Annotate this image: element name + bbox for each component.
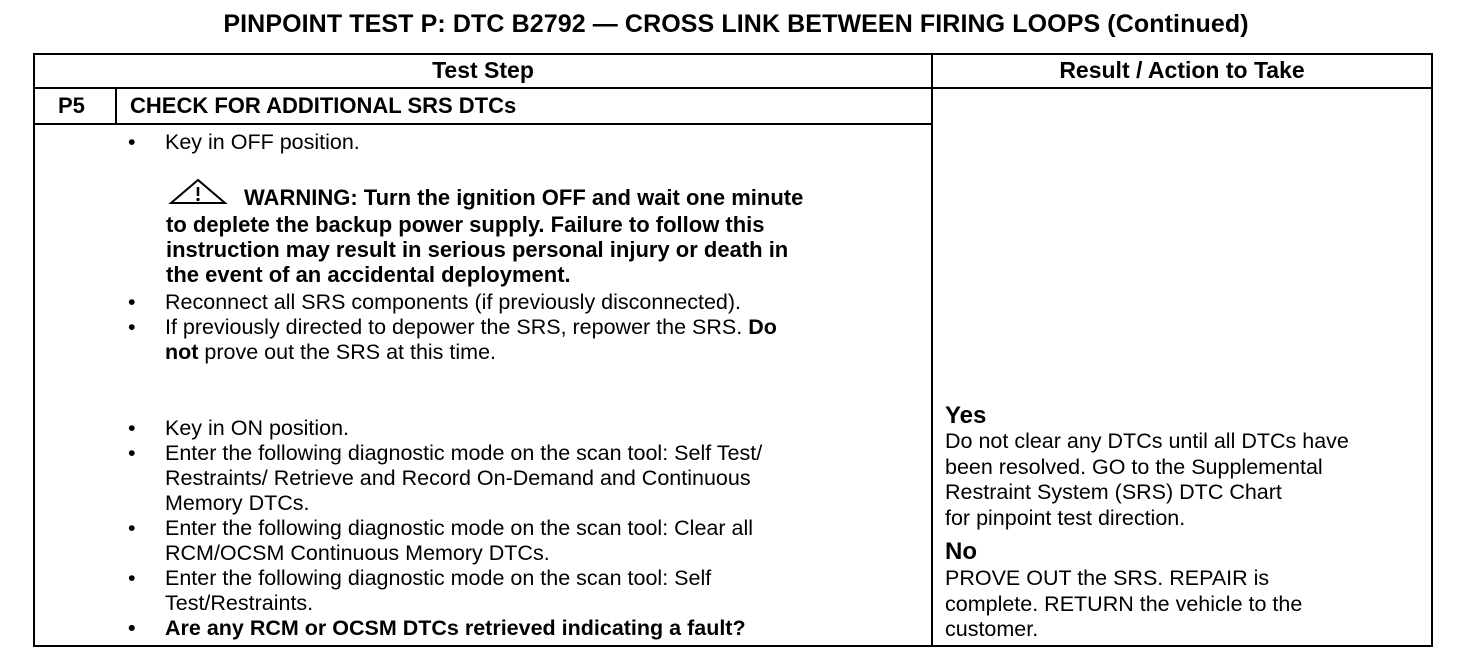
warning-line: instruction may result in serious personal injury or death in: [166, 237, 789, 262]
list-item: [128, 516, 918, 566]
list-item: [128, 616, 918, 641]
instruction-text: prove out the SRS at this time.: [198, 340, 496, 364]
result-yes-text: [945, 429, 1431, 531]
bullet: •: [128, 416, 136, 440]
header-test-step: Test Step: [432, 57, 534, 83]
column-divider: [931, 53, 933, 647]
instruction-line: RCM/OCSM Continuous Memory DTCs.: [165, 541, 550, 565]
bullet: •: [128, 315, 136, 339]
list-item: [128, 566, 918, 616]
instruction-text: If previously directed to depower the SRS, repower the SRS.: [165, 315, 749, 339]
result-line: Do not clear any DTCs until all DTCs have: [945, 429, 1349, 453]
page-title: PINPOINT TEST P: DTC B2792 — CROSS LINK BETWEEN FIRING LOOPS (Continued): [223, 10, 1249, 38]
instruction-line: Memory DTCs.: [165, 491, 310, 515]
instruction-line: Enter the following diagnostic mode on the scan tool: Self Test/: [165, 441, 763, 465]
instruction-text: Key in OFF position.: [165, 130, 360, 154]
bullet: •: [128, 441, 136, 465]
list-item: [128, 130, 918, 155]
bullet: •: [128, 616, 136, 640]
step-id: P5: [58, 93, 85, 118]
step-title-divider: [33, 123, 933, 125]
list-item: [128, 315, 918, 365]
result-no-text: [945, 566, 1431, 643]
warning-line: [166, 177, 926, 212]
list-item: [128, 441, 918, 516]
header-divider: [33, 87, 1433, 89]
result-yes-label: Yes: [945, 402, 987, 429]
instruction-emphasis: not: [165, 340, 199, 364]
list-item: [128, 290, 918, 315]
instruction-line: Test/Restraints.: [165, 591, 314, 615]
bullet: •: [128, 566, 136, 590]
result-line: complete. RETURN the vehicle to the: [945, 591, 1303, 616]
warning-text: WARNING: Turn the ignition OFF and wait one minute: [244, 185, 804, 210]
instruction-line: [165, 315, 918, 340]
bullet: •: [128, 516, 136, 540]
instruction-text: Reconnect all SRS components (if previously disconnected).: [165, 290, 742, 314]
step-instructions-group-1: [128, 130, 918, 155]
step-id-divider: [115, 87, 117, 125]
result-line: Restraint System (SRS) DTC Chart: [945, 480, 1282, 504]
warning-block: [166, 177, 926, 287]
result-no-label: No: [945, 538, 977, 565]
bullet: •: [128, 130, 136, 154]
warning-line: the event of an accidental deployment.: [166, 262, 571, 287]
instruction-line: Enter the following diagnostic mode on the scan tool: Clear all: [165, 516, 754, 540]
result-line: customer.: [945, 617, 1039, 641]
list-item: [128, 416, 918, 441]
step-question: Are any RCM or OCSM DTCs retrieved indicating a fault?: [165, 616, 746, 640]
result-line: PROVE OUT the SRS. REPAIR is: [945, 566, 1270, 590]
warning-line: to deplete the backup power supply. Failure to follow this: [166, 212, 765, 237]
result-line: for pinpoint test direction.: [945, 505, 1186, 530]
header-result-action: Result / Action to Take: [1059, 57, 1305, 83]
step-instructions-group-2: [128, 290, 918, 365]
instruction-line: Key in ON position.: [165, 416, 350, 440]
result-line: been resolved. GO to the Supplemental: [945, 454, 1323, 479]
step-instructions-group-3: [128, 416, 918, 641]
step-title: CHECK FOR ADDITIONAL SRS DTCs: [130, 93, 517, 118]
instruction-emphasis: Do: [748, 315, 777, 339]
instruction-line: [165, 340, 918, 365]
bullet: •: [128, 290, 136, 314]
warning-triangle-icon: [166, 177, 230, 212]
instruction-line: Restraints/ Retrieve and Record On-Demand and Continuous: [165, 466, 751, 490]
instruction-line: Enter the following diagnostic mode on the scan tool: Self: [165, 566, 712, 590]
